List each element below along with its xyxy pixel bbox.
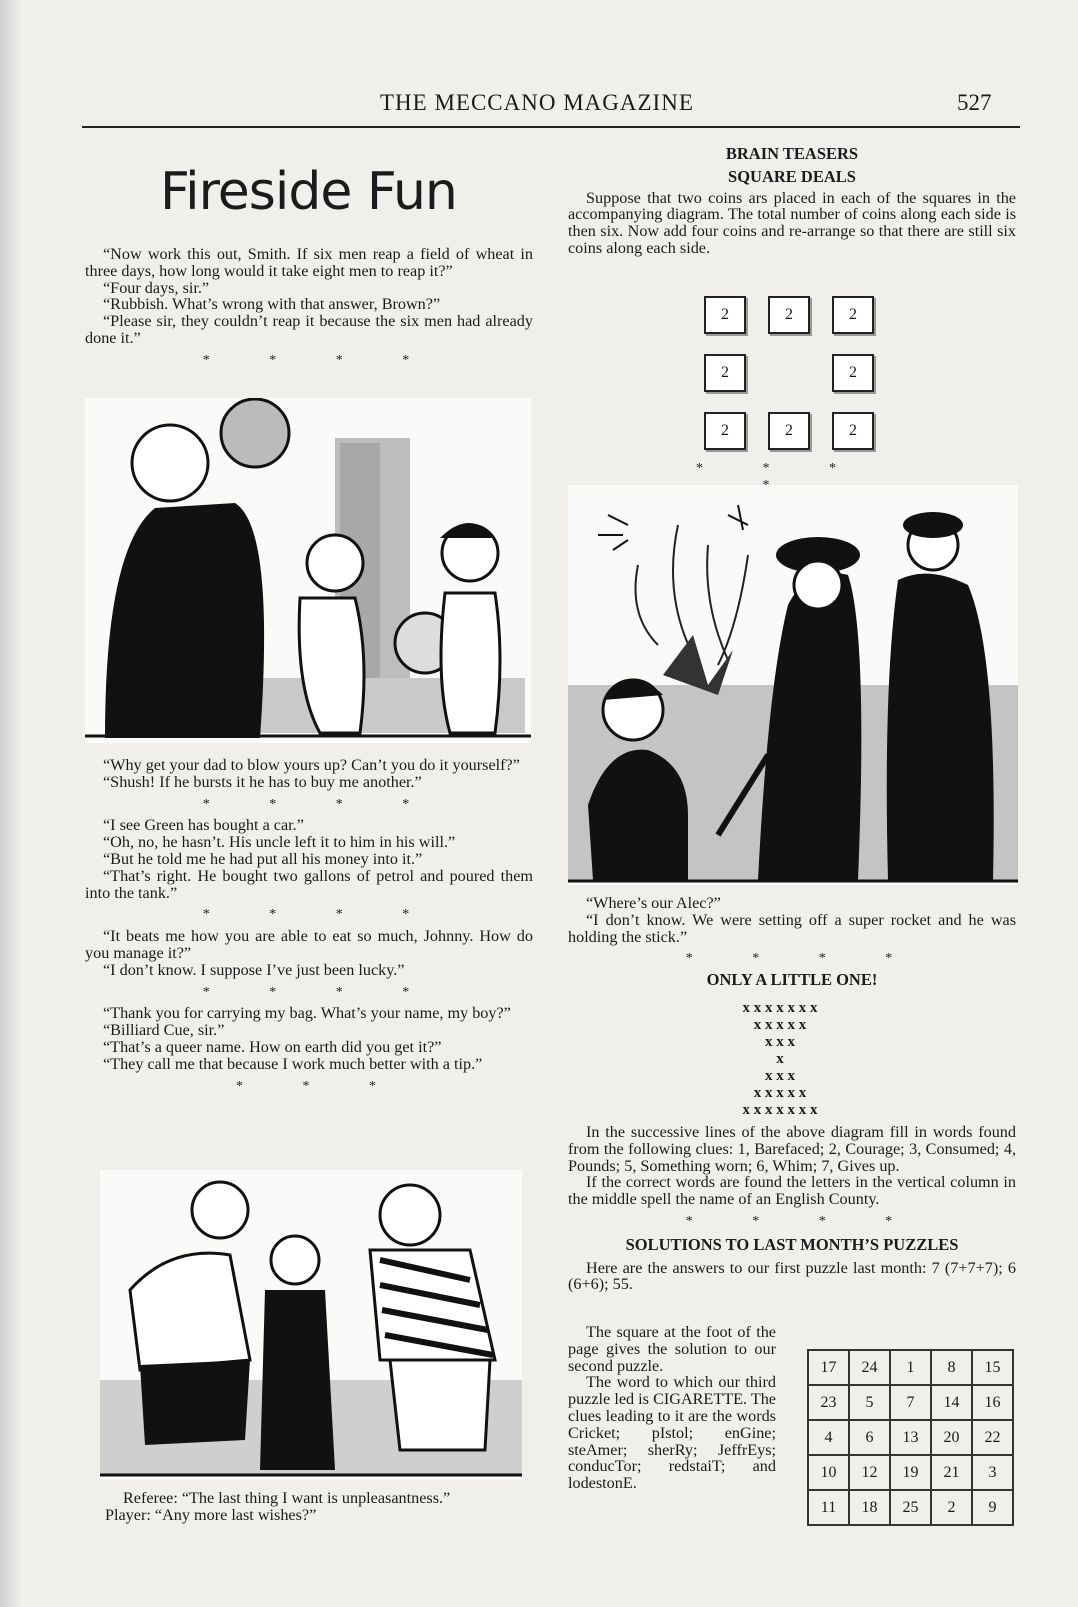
table-cell: 7 <box>890 1385 931 1420</box>
header-rule <box>82 126 1020 128</box>
little-one-heading: ONLY A LITTLE ONE! <box>706 970 878 990</box>
solutions-text-block <box>568 1324 776 1492</box>
x-row: x <box>776 1051 784 1067</box>
caption-line: Referee: “The last thing I want is unpleasantness.” <box>123 1489 451 1507</box>
table-row <box>808 1385 1013 1420</box>
table-cell: 25 <box>890 1490 931 1525</box>
x-row: x x x <box>765 1034 795 1050</box>
rocket-caption <box>568 895 1016 989</box>
cartoon-referee-drawing <box>100 1170 522 1480</box>
coin-square: 2 <box>704 354 746 392</box>
brain-teasers-heading: BRAIN TEASERS <box>725 144 859 163</box>
coin-square: 2 <box>768 412 810 450</box>
page-number: 527 <box>957 90 992 115</box>
joke-line: “I don’t know. I suppose I’ve just been lucky.” <box>103 960 405 979</box>
table-cell: 18 <box>849 1490 890 1525</box>
table-cell: 17 <box>808 1350 849 1385</box>
cartoon-rocket <box>568 485 1018 885</box>
table-row <box>808 1490 1013 1525</box>
table-row <box>808 1350 1013 1385</box>
square-deals-heading: SQUARE DEALS <box>728 166 856 186</box>
table-cell: 11 <box>808 1490 849 1525</box>
table-cell: 23 <box>808 1385 849 1420</box>
joke-line: “Four days, sir.” <box>103 278 210 297</box>
joke-line: “Why get your dad to blow yours up? Can’t you do it yourself?” <box>103 756 520 774</box>
table-cell: 2 <box>931 1490 972 1525</box>
joke-line: “I see Green has bought a car.” <box>103 816 304 835</box>
cartoon-football-drawing <box>85 398 531 743</box>
cartoon-referee <box>100 1170 522 1480</box>
coin-square: 2 <box>704 412 746 450</box>
table-row <box>808 1455 1013 1490</box>
x-diagram <box>650 1000 910 1119</box>
joke-line: “That’s a queer name. How on earth did you get it?” <box>103 1037 442 1056</box>
square-deals-text: Suppose that two coins ars placed in each of the squares in the accompanying diagram. The total number of coins along each side is then six. Now add four coins and re-arrange so that there are still six coins along each side. <box>568 188 1016 257</box>
joke-block-1 <box>85 246 533 374</box>
joke-line: “Shush! If he bursts it he has to buy me another.” <box>103 772 422 791</box>
little-one-instructions: If the correct words are found the letters in the vertical column in the middle spell the name of an English County. <box>568 1173 1016 1209</box>
coin-square: 2 <box>832 412 874 450</box>
section-title: Fireside Fun <box>160 162 457 222</box>
table-cell: 13 <box>890 1420 931 1455</box>
table-cell: 14 <box>931 1385 972 1420</box>
table-cell: 12 <box>849 1455 890 1490</box>
x-row: x x x <box>765 1068 795 1084</box>
joke-line: “They call me that because I work much better with a tip.” <box>103 1054 483 1073</box>
magazine-title: THE MECCANO MAGAZINE <box>380 90 694 115</box>
table-cell: 16 <box>972 1385 1013 1420</box>
table-cell: 21 <box>931 1455 972 1490</box>
joke-line: “Please sir, they couldn’t reap it because the six men had already done it.” <box>85 312 533 347</box>
coin-square: 2 <box>832 354 874 392</box>
table-cell: 4 <box>808 1420 849 1455</box>
table-row <box>808 1420 1013 1455</box>
square-deals-block <box>568 146 1016 257</box>
coin-square-diagram <box>704 296 884 456</box>
caption-line: “I don’t know. We were setting off a super rocket and he was holding the stick.” <box>568 910 1016 946</box>
table-cell: 8 <box>931 1350 972 1385</box>
joke-line: “Now work this out, Smith. If six men reap a field of wheat in three days, how long would it take eight men to reap it?” <box>85 245 533 280</box>
table-cell: 5 <box>849 1385 890 1420</box>
separator-stars: * * * <box>696 461 864 476</box>
page-shadow <box>0 0 22 1607</box>
joke-line: “That’s right. He bought two gallons of petrol and poured them into the tank.” <box>85 866 533 902</box>
separator-stars: * * * * <box>202 984 438 1000</box>
separator-stars: * * * * <box>685 951 921 967</box>
coin-square: 2 <box>832 296 874 334</box>
joke-line: “It beats me how you are able to eat so much, Johnny. How do you manage it?” <box>85 927 533 962</box>
x-row: x x x x x <box>753 1017 807 1033</box>
caption-line: Player: “Any more last wishes?” <box>105 1505 317 1524</box>
separator-stars: * * * <box>236 1078 404 1094</box>
joke-line: “Rubbish. What’s wrong with that answer, Brown?” <box>103 295 441 314</box>
separator-stars: * * * * <box>202 907 438 923</box>
x-row: x x x x x x x <box>742 1000 818 1016</box>
joke-line: “Thank you for carrying my bag. What’s your name, my boy?” <box>103 1004 511 1023</box>
referee-caption <box>105 1490 535 1524</box>
table-cell: 20 <box>931 1420 972 1455</box>
solutions-text: The square at the foot of the page gives the solution to our second puzzle. <box>568 1323 776 1375</box>
table-cell: 15 <box>972 1350 1013 1385</box>
table-cell: 22 <box>972 1420 1013 1455</box>
separator-stars: * * * * <box>202 352 438 368</box>
joke-line: “Oh, no, he hasn’t. His uncle left it to him in his will.” <box>103 833 456 852</box>
solutions-intro: Here are the answers to our first puzzle last month: 7 (7+7+7); 6 (6+6); 55. <box>568 1258 1016 1294</box>
coin-square: 2 <box>704 296 746 334</box>
table-cell: 9 <box>972 1490 1013 1525</box>
solutions-heading: SOLUTIONS TO LAST MONTH’S PUZZLES <box>625 1234 959 1254</box>
x-row: x x x x x x x <box>742 1102 818 1118</box>
joke-block-2 <box>85 757 533 1099</box>
cartoon-rocket-drawing <box>568 485 1018 885</box>
caption-line: “Where’s our Alec?” <box>586 894 721 912</box>
table-cell: 6 <box>849 1420 890 1455</box>
separator-stars: * * * * <box>685 1213 921 1229</box>
separator-stars: * * * * <box>202 796 438 812</box>
little-one-text-block <box>568 1124 1016 1293</box>
cartoon-football <box>85 398 531 743</box>
table-cell: 19 <box>890 1455 931 1490</box>
table-cell: 3 <box>972 1455 1013 1490</box>
table-cell: 10 <box>808 1455 849 1490</box>
magic-square-table <box>807 1349 1014 1526</box>
table-cell: 24 <box>849 1350 890 1385</box>
coin-square: 2 <box>768 296 810 334</box>
table-cell: 1 <box>890 1350 931 1385</box>
joke-line: “But he told me he had put all his money into it.” <box>103 849 423 868</box>
little-one-clues: In the successive lines of the above diagram fill in words found from the following clues: 1, Barefaced; 2, Courage; 3, Consumed; 4, Pounds; 5, Something worn; 6, Whim; 7, Gives up. <box>568 1123 1016 1175</box>
joke-line: “Billiard Cue, sir.” <box>103 1021 225 1040</box>
x-row: x x x x x <box>753 1085 807 1101</box>
solutions-text-2: The word to which our third puzzle led is CIGARETTE. The clues leading to it are the words Cricket; pIstol; enGine; steAmer; sherRy; JeffrEys; conducTor; redstaiT; and lodestonE. <box>568 1373 776 1493</box>
